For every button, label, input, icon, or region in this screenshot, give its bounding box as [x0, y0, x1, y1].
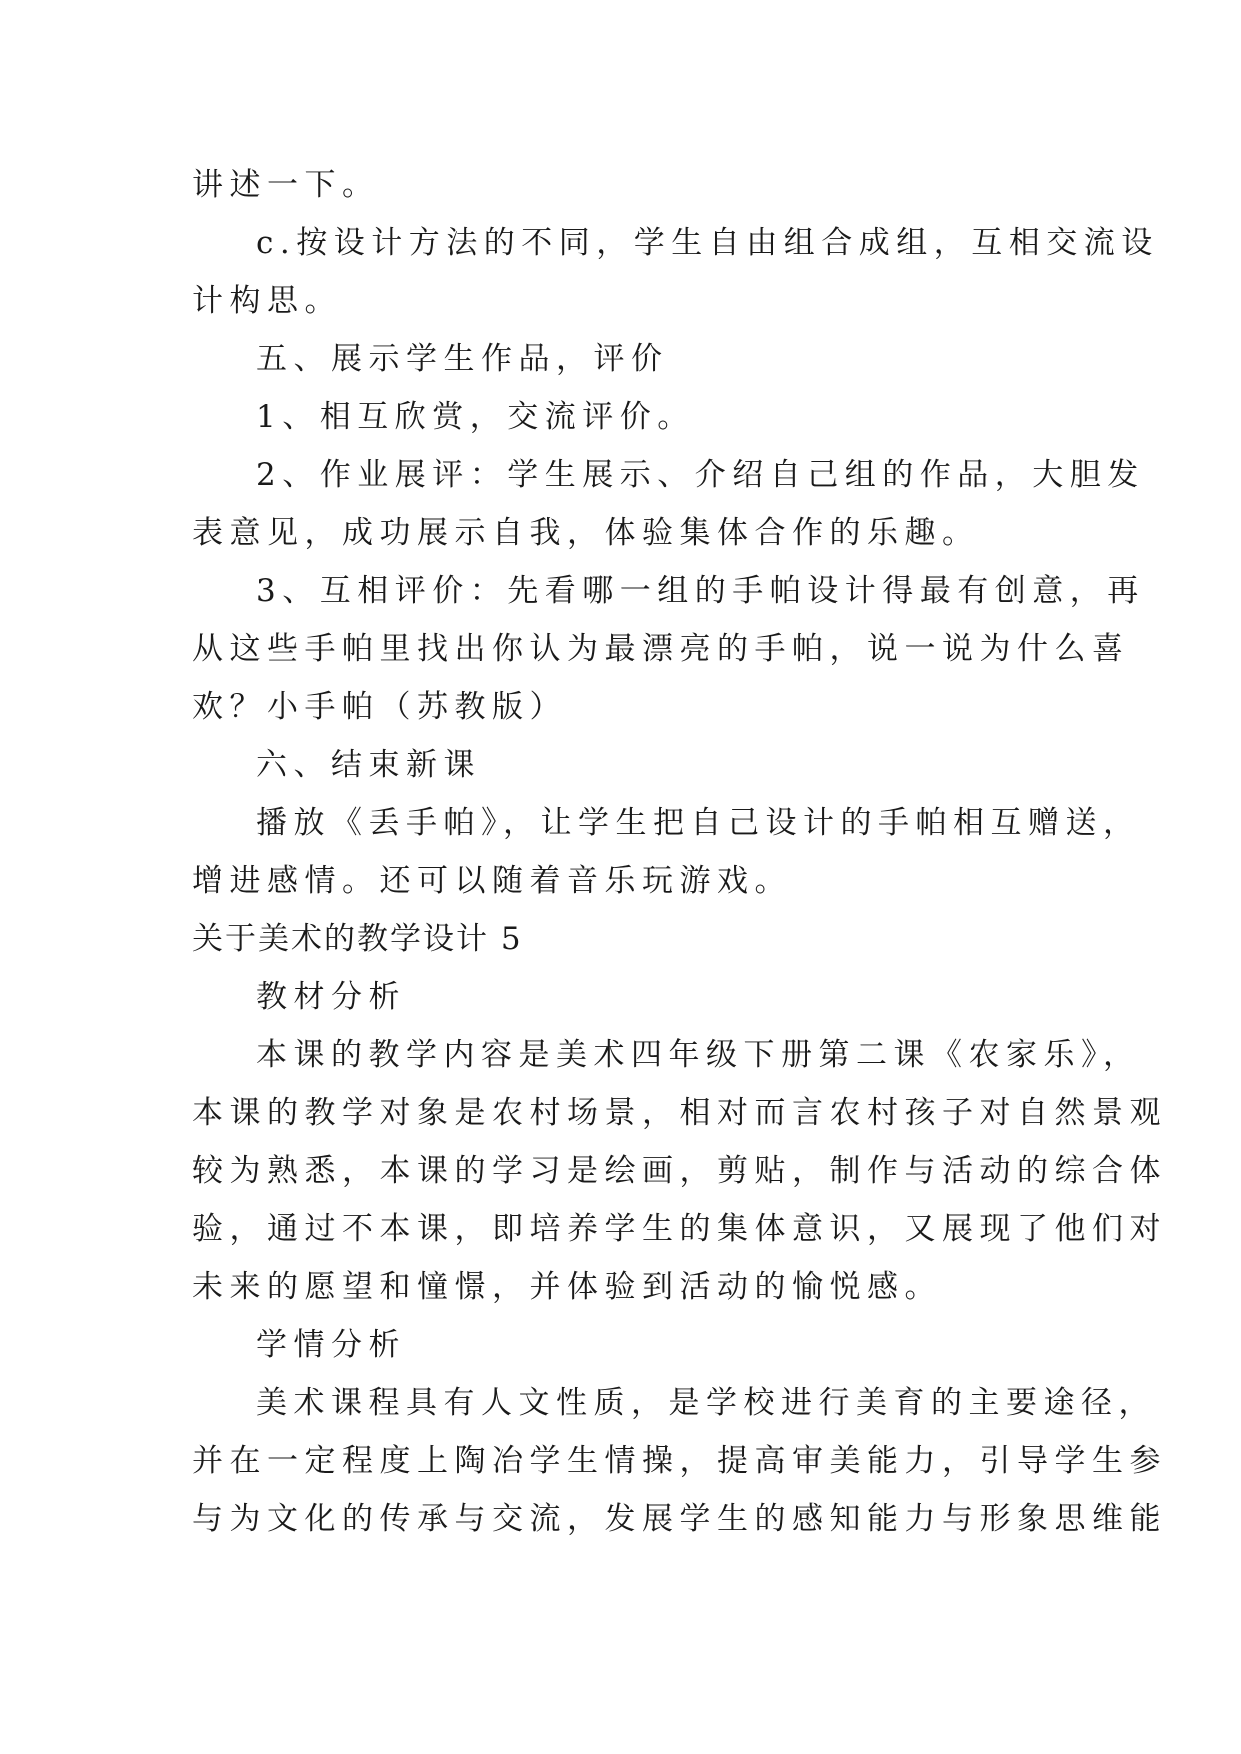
text-line: 验，通过不本课，即培养学生的集体意识，又展现了他们对 — [192, 1211, 1167, 1247]
section-heading: 教材分析 — [256, 979, 406, 1015]
text-line: 欢？小手帕（苏教版） — [192, 689, 567, 725]
text-line: 本课的教学内容是美术四年级下册第二课《农家乐》， — [256, 1037, 1141, 1073]
article-title: 关于美术的教学设计 5 — [192, 921, 523, 957]
section-heading: 学情分析 — [256, 1327, 406, 1363]
text-line: 并在一定程度上陶冶学生情操，提高审美能力，引导学生参 — [192, 1443, 1167, 1479]
text-line: 从这些手帕里找出你认为最漂亮的手帕，说一说为什么喜 — [192, 631, 1130, 667]
text-line: 未来的愿望和憧憬，并体验到活动的愉悦感。 — [192, 1269, 942, 1305]
text-line: 与为文化的传承与交流，发展学生的感知能力与形象思维能 — [192, 1501, 1167, 1537]
section-heading: 五、展示学生作品，评价 — [256, 341, 669, 377]
text-line: 讲述一下。 — [192, 167, 380, 203]
text-line: c.按设计方法的不同，学生自由组合成组，互相交流设 — [256, 225, 1159, 261]
text-line: 播放《丢手帕》，让学生把自己设计的手帕相互赠送， — [256, 805, 1141, 841]
text-line: 本课的教学对象是农村场景，相对而言农村孩子对自然景观 — [192, 1095, 1167, 1131]
text-line: 美术课程具有人文性质，是学校进行美育的主要途径， — [256, 1385, 1156, 1421]
text-line: 1、相互欣赏，交流评价。 — [256, 399, 695, 435]
text-line: 2、作业展评：学生展示、介绍自己组的作品，大胆发 — [256, 457, 1145, 493]
text-line: 增进感情。还可以随着音乐玩游戏。 — [192, 863, 792, 899]
text-line: 较为熟悉，本课的学习是绘画，剪贴，制作与活动的综合体 — [192, 1153, 1167, 1189]
text-line: 表意见，成功展示自我，体验集体合作的乐趣。 — [192, 515, 980, 551]
text-line: 3、互相评价：先看哪一组的手帕设计得最有创意，再 — [256, 573, 1145, 609]
section-heading: 六、结束新课 — [256, 747, 481, 783]
text-line: 计构思。 — [192, 283, 342, 319]
